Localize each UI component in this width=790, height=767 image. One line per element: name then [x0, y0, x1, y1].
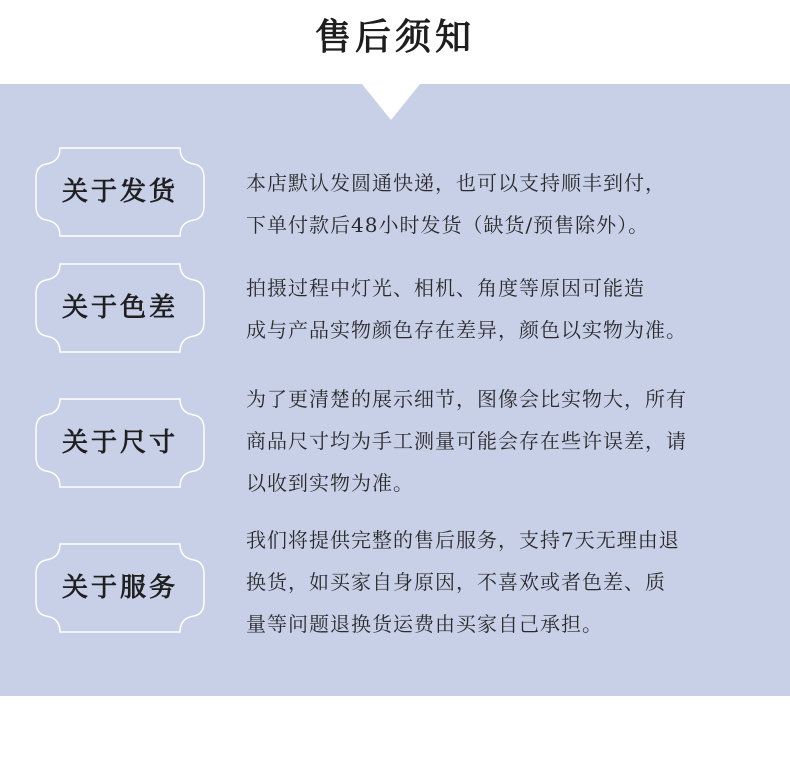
badge-label-color: 关于色差	[61, 293, 178, 323]
badge-label-size: 关于尺寸	[61, 428, 178, 458]
badge-label-service: 关于服务	[61, 573, 178, 603]
badge-service	[34, 542, 206, 634]
badge-label-shipping: 关于发货	[61, 177, 178, 207]
desc-line: 量等问题退换货运费由买家自己承担。	[246, 612, 603, 636]
desc-shipping	[246, 162, 746, 246]
desc-service	[246, 519, 746, 645]
panel-notch	[362, 84, 420, 120]
badge-size	[34, 397, 206, 489]
desc-line: 商品尺寸均为手工测量可能会存在些许误差，请	[246, 429, 687, 453]
badge-shipping	[34, 146, 206, 238]
desc-line: 拍摄过程中灯光、相机、角度等原因可能造	[246, 276, 645, 300]
desc-line: 下单付款后48小时发货（缺货/预售除外）。	[246, 213, 650, 237]
desc-line: 我们将提供完整的售后服务，支持7天无理由退	[246, 528, 680, 552]
desc-line: 换货，如买家自身原因，不喜欢或者色差、质	[246, 570, 666, 594]
desc-size	[246, 378, 746, 504]
page-title: 售后须知	[314, 17, 475, 58]
desc-line: 以收到实物为准。	[246, 471, 414, 495]
desc-line: 为了更清楚的展示细节，图像会比实物大，所有	[246, 387, 687, 411]
badge-color	[34, 262, 206, 354]
desc-color	[246, 267, 746, 351]
desc-line: 本店默认发圆通快递，也可以支持顺丰到付，	[246, 171, 666, 195]
desc-line: 成与产品实物颜色存在差异，颜色以实物为准。	[246, 318, 687, 342]
